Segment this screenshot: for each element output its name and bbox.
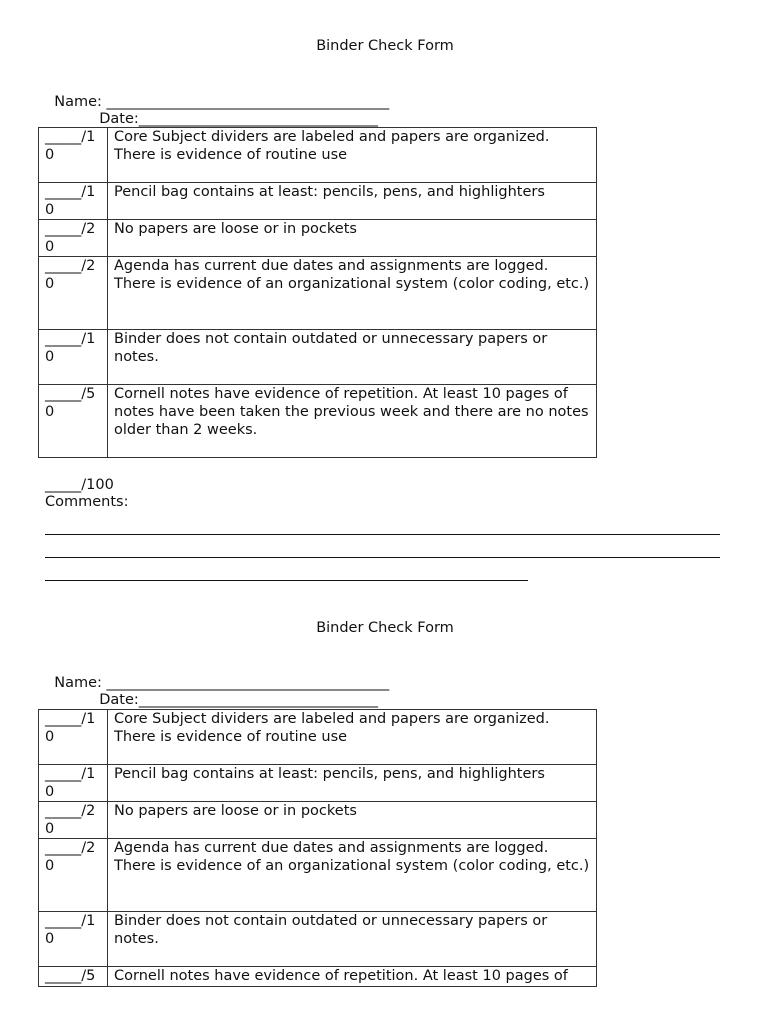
comments-label: Comments: [45, 494, 129, 510]
rubric-row [39, 710, 597, 765]
date-blank: _________________________________ [138, 692, 379, 708]
rubric-row [39, 257, 597, 330]
score-cell[interactable] [39, 839, 108, 912]
score-digit: 0 [45, 276, 55, 292]
name-blank: _______________________________________ [106, 675, 390, 691]
score-digit: 0 [45, 784, 55, 800]
rubric-row [39, 912, 597, 967]
score-blank: _____/1 [45, 766, 96, 782]
name-blank: _______________________________________ [106, 94, 390, 110]
criterion-text: Pencil bag contains at least: pencils, pens, and highlighters [108, 183, 597, 220]
score-digit: 0 [45, 858, 55, 874]
criterion-text: Binder does not contain outdated or unnecessary papers or notes. [108, 330, 597, 385]
score-cell[interactable] [39, 710, 108, 765]
score-cell[interactable] [39, 385, 108, 458]
score-cell[interactable] [39, 330, 108, 385]
score-digit: 0 [45, 239, 55, 255]
comment-line[interactable] [45, 557, 720, 558]
score-digit: 0 [45, 147, 55, 163]
rubric-row [39, 220, 597, 257]
score-cell[interactable] [39, 183, 108, 220]
score-digit: 0 [45, 821, 55, 837]
total-score[interactable]: _____/100 [45, 477, 114, 493]
score-blank: _____/2 [45, 258, 96, 274]
score-cell[interactable] [39, 128, 108, 183]
criterion-text: Pencil bag contains at least: pencils, pens, and highlighters [108, 765, 597, 802]
form-1-rubric-table [38, 127, 597, 458]
rubric-row [39, 967, 597, 987]
score-cell[interactable] [39, 912, 108, 967]
criterion-text: Core Subject dividers are labeled and papers are organized. There is evidence of routine use [108, 710, 597, 765]
date-label: Date: [99, 692, 139, 708]
score-blank: _____/1 [45, 913, 96, 929]
criterion-text: No papers are loose or in pockets [108, 220, 597, 257]
score-blank: _____/1 [45, 331, 96, 347]
form-2-title: Binder Check Form [316, 620, 454, 636]
score-cell[interactable] [39, 967, 108, 987]
score-cell[interactable] [39, 257, 108, 330]
score-blank: _____/1 [45, 711, 96, 727]
score-blank: _____/2 [45, 803, 96, 819]
score-digit: 0 [45, 729, 55, 745]
rubric-row [39, 765, 597, 802]
score-blank: _____/2 [45, 221, 96, 237]
criterion-text: Agenda has current due dates and assignments are logged. There is evidence of an organizational system (color coding, etc.) [108, 257, 597, 330]
form-2-date-field[interactable] [90, 673, 378, 709]
rubric-row [39, 330, 597, 385]
name-label: Name: [54, 675, 107, 691]
date-blank: _________________________________ [138, 111, 379, 127]
score-digit: 0 [45, 404, 55, 420]
criterion-text: Binder does not contain outdated or unnecessary papers or notes. [108, 912, 597, 967]
criterion-text: Cornell notes have evidence of repetition. At least 10 pages of [108, 967, 597, 987]
rubric-row [39, 839, 597, 912]
comment-line[interactable] [45, 534, 720, 535]
form-2-rubric-table [38, 709, 597, 987]
rubric-row [39, 802, 597, 839]
rubric-row [39, 385, 597, 458]
score-blank: _____/5 [45, 968, 96, 984]
name-label: Name: [54, 94, 107, 110]
score-blank: _____/1 [45, 184, 96, 200]
score-cell[interactable] [39, 220, 108, 257]
criterion-text: Core Subject dividers are labeled and papers are organized. There is evidence of routine use [108, 128, 597, 183]
score-blank: _____/5 [45, 386, 96, 402]
score-blank: _____/1 [45, 129, 96, 145]
score-cell[interactable] [39, 802, 108, 839]
rubric-row [39, 128, 597, 183]
score-blank: _____/2 [45, 840, 96, 856]
score-cell[interactable] [39, 765, 108, 802]
criterion-text: Cornell notes have evidence of repetition. At least 10 pages of notes have been taken the previous week and there are no notes older than 2 weeks. [108, 385, 597, 458]
score-digit: 0 [45, 349, 55, 365]
rubric-row [39, 183, 597, 220]
date-label: Date: [99, 111, 139, 127]
criterion-text: Agenda has current due dates and assignments are logged. There is evidence of an organizational system (color coding, etc.) [108, 839, 597, 912]
form-1-title: Binder Check Form [316, 38, 454, 54]
form-1-date-field[interactable] [90, 92, 378, 128]
criterion-text: No papers are loose or in pockets [108, 802, 597, 839]
score-digit: 0 [45, 202, 55, 218]
comment-line[interactable] [45, 580, 528, 581]
score-digit: 0 [45, 931, 55, 947]
